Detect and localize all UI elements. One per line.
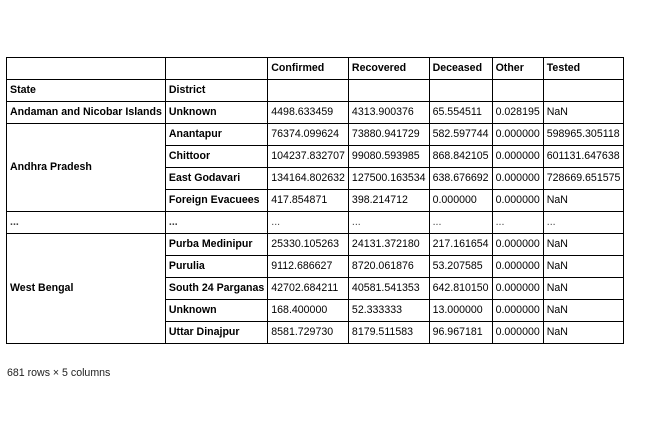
index-header-district: District <box>165 80 267 102</box>
table-cell: 601131.647638 <box>543 146 624 168</box>
table-cell: 417.854871 <box>268 190 349 212</box>
table-cell: NaN <box>543 322 624 344</box>
index-header-state: State <box>7 80 166 102</box>
row-label-district: Purulia <box>165 256 267 278</box>
table-header <box>7 58 624 102</box>
table-cell: 728669.651575 <box>543 168 624 190</box>
table-cell: 24131.372180 <box>348 234 429 256</box>
table-cell: NaN <box>543 256 624 278</box>
index-header-blank <box>429 80 492 102</box>
table-cell: 0.000000 <box>429 190 492 212</box>
table-cell: 0.000000 <box>492 124 543 146</box>
row-label-district: Chittoor <box>165 146 267 168</box>
row-label-district: Anantapur <box>165 124 267 146</box>
table-cell: ... <box>429 212 492 234</box>
table-cell: 134164.802632 <box>268 168 349 190</box>
table-cell: 0.000000 <box>492 168 543 190</box>
dataframe-shape-note: 681 rows × 5 columns <box>7 367 111 379</box>
row-label-district: ... <box>165 212 267 234</box>
column-header: Confirmed <box>268 58 349 80</box>
table-cell: 53.207585 <box>429 256 492 278</box>
table-cell: 96.967181 <box>429 322 492 344</box>
table-cell: NaN <box>543 278 624 300</box>
table-body <box>7 102 624 344</box>
table-cell: ... <box>543 212 624 234</box>
index-header-blank <box>492 80 543 102</box>
table-cell: 0.000000 <box>492 300 543 322</box>
table-cell: 42702.684211 <box>268 278 349 300</box>
table-cell: 582.597744 <box>429 124 492 146</box>
table-row <box>7 234 624 256</box>
row-label-district: South 24 Parganas <box>165 278 267 300</box>
column-header: Other <box>492 58 543 80</box>
table-cell: 127500.163534 <box>348 168 429 190</box>
row-label-district: Uttar Dinajpur <box>165 322 267 344</box>
table-cell: 217.161654 <box>429 234 492 256</box>
row-label-state: ... <box>7 212 166 234</box>
dataframe-container <box>6 57 624 344</box>
index-header-blank <box>268 80 349 102</box>
table-cell: 598965.305118 <box>543 124 624 146</box>
table-cell: 13.000000 <box>429 300 492 322</box>
dataframe-table <box>6 57 624 344</box>
table-cell: NaN <box>543 102 624 124</box>
column-header-row <box>7 58 624 80</box>
table-row <box>7 212 624 234</box>
row-label-district: Purba Medinipur <box>165 234 267 256</box>
table-cell: 168.400000 <box>268 300 349 322</box>
table-cell: 0.000000 <box>492 278 543 300</box>
table-cell: 0.000000 <box>492 322 543 344</box>
table-cell: ... <box>348 212 429 234</box>
table-cell: 65.554511 <box>429 102 492 124</box>
table-cell: ... <box>268 212 349 234</box>
table-cell: 0.000000 <box>492 146 543 168</box>
table-cell: 0.028195 <box>492 102 543 124</box>
table-cell: 4313.900376 <box>348 102 429 124</box>
table-cell: 0.000000 <box>492 190 543 212</box>
table-cell: 8581.729730 <box>268 322 349 344</box>
column-header: Tested <box>543 58 624 80</box>
table-row <box>7 124 624 146</box>
table-cell: 99080.593985 <box>348 146 429 168</box>
table-cell: NaN <box>543 190 624 212</box>
row-label-district: Unknown <box>165 102 267 124</box>
table-cell: 638.676692 <box>429 168 492 190</box>
table-cell: 8720.061876 <box>348 256 429 278</box>
row-label-state: Andhra Pradesh <box>7 124 166 212</box>
table-cell: 104237.832707 <box>268 146 349 168</box>
table-cell: 0.000000 <box>492 256 543 278</box>
column-header: Deceased <box>429 58 492 80</box>
table-cell: 0.000000 <box>492 234 543 256</box>
index-header-blank <box>543 80 624 102</box>
row-label-district: Unknown <box>165 300 267 322</box>
table-cell: 398.214712 <box>348 190 429 212</box>
table-cell: 9112.686627 <box>268 256 349 278</box>
table-cell: 73880.941729 <box>348 124 429 146</box>
table-cell: 4498.633459 <box>268 102 349 124</box>
row-label-district: East Godavari <box>165 168 267 190</box>
row-label-district: Foreign Evacuees <box>165 190 267 212</box>
table-cell: 868.842105 <box>429 146 492 168</box>
table-cell: 76374.099624 <box>268 124 349 146</box>
table-cell: NaN <box>543 234 624 256</box>
row-label-state: Andaman and Nicobar Islands <box>7 102 166 124</box>
column-header-blank <box>165 58 267 80</box>
table-cell: 40581.541353 <box>348 278 429 300</box>
table-cell: NaN <box>543 300 624 322</box>
table-cell: 642.810150 <box>429 278 492 300</box>
index-header-blank <box>348 80 429 102</box>
table-cell: ... <box>492 212 543 234</box>
table-cell: 52.333333 <box>348 300 429 322</box>
table-row <box>7 102 624 124</box>
table-cell: 25330.105263 <box>268 234 349 256</box>
table-cell: 8179.511583 <box>348 322 429 344</box>
column-header-blank <box>7 58 166 80</box>
index-header-row <box>7 80 624 102</box>
column-header: Recovered <box>348 58 429 80</box>
row-label-state: West Bengal <box>7 234 166 344</box>
